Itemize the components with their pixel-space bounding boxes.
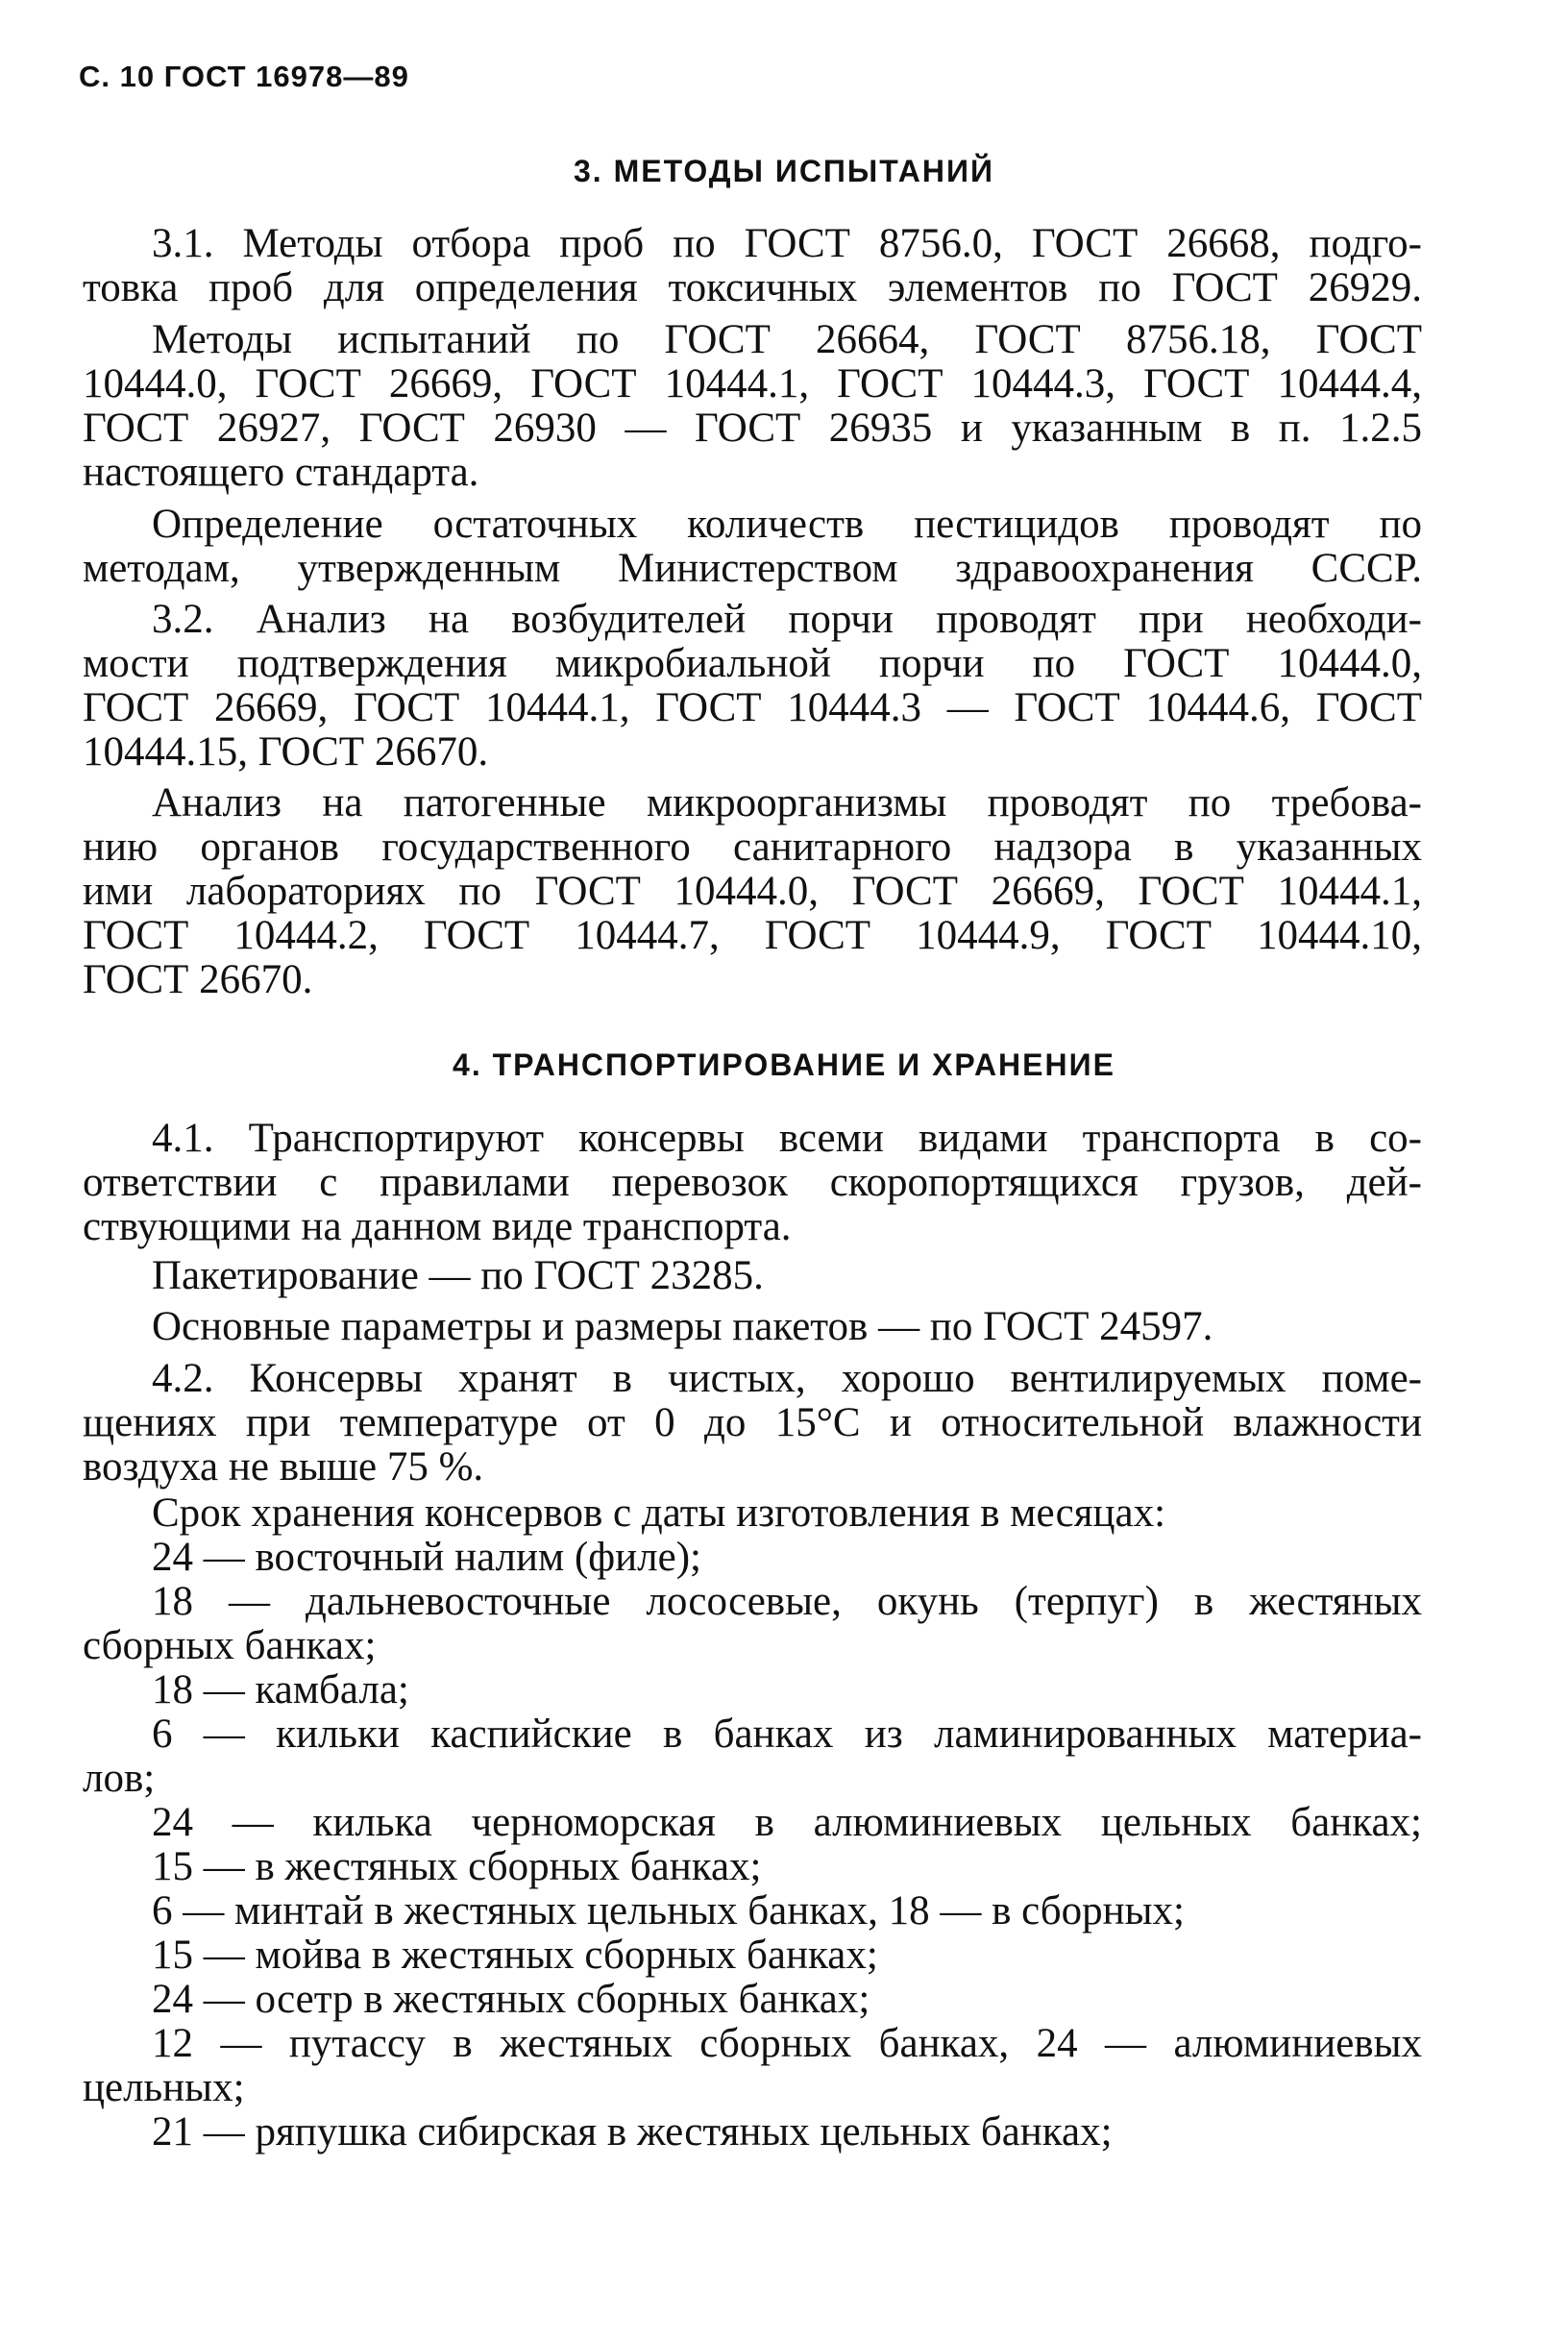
text-line: 24 — килька черноморская в алюминиевых цельных банках;	[152, 1800, 1422, 1845]
text-line: Анализ на патогенные микроорганизмы проводят по требова-	[152, 780, 1422, 825]
text-line: ГОСТ 10444.2, ГОСТ 10444.7, ГОСТ 10444.9, ГОСТ 10444.10,	[83, 913, 1422, 958]
section-4-heading: 4. ТРАНСПОРТИРОВАНИЕ И ХРАНЕНИЕ	[453, 1047, 1115, 1082]
text-line: 6 — минтай в жестяных цельных банках, 18 — в сборных;	[152, 1888, 1185, 1934]
text-line: ствующими на данном виде транспорта.	[83, 1204, 792, 1249]
text-line: ГОСТ 26927, ГОСТ 26930 — ГОСТ 26935 и указанным в п. 1.2.5	[83, 406, 1422, 451]
text-line: цельных;	[83, 2065, 245, 2110]
text-line: Пакетирование — по ГОСТ 23285.	[152, 1253, 764, 1298]
text-line: настоящего стандарта.	[83, 450, 479, 495]
text-line: 4.1. Транспортируют консервы всеми видами транспорта в со-	[152, 1116, 1422, 1161]
text-line: 12 — путассу в жестяных сборных банках, 24 — алюминиевых	[152, 2021, 1422, 2066]
text-line: методам, утвержденным Министерством здравоохранения СССР.	[83, 546, 1422, 591]
text-line: ими лабораториях по ГОСТ 10444.0, ГОСТ 26669, ГОСТ 10444.1,	[83, 869, 1422, 914]
text-line: Срок хранения консервов с даты изготовления в месяцах:	[152, 1490, 1166, 1536]
page-header: С. 10 ГОСТ 16978—89	[79, 60, 409, 93]
text-line: Методы испытаний по ГОСТ 26664, ГОСТ 8756.18, ГОСТ	[152, 317, 1422, 362]
text-line: 3.1. Методы отбора проб по ГОСТ 8756.0, ГОСТ 26668, подго-	[152, 221, 1422, 266]
text-line: товка проб для определения токсичных элементов по ГОСТ 26929.	[83, 265, 1422, 310]
text-line: Определение остаточных количеств пестицидов проводят по	[152, 502, 1422, 547]
text-line: 24 — восточный налим (филе);	[152, 1535, 701, 1580]
text-line: 21 — ряпушка сибирская в жестяных цельных банках;	[152, 2109, 1113, 2155]
text-line: ГОСТ 26669, ГОСТ 10444.1, ГОСТ 10444.3 — ГОСТ 10444.6, ГОСТ	[83, 685, 1422, 730]
text-line: мости подтверждения микробиальной порчи по ГОСТ 10444.0,	[83, 641, 1422, 686]
section-3-heading: 3. МЕТОДЫ ИСПЫТАНИЙ	[574, 154, 994, 188]
text-line: 24 — осетр в жестяных сборных банках;	[152, 1977, 870, 2022]
text-line: 15 — в жестяных сборных банках;	[152, 1844, 762, 1889]
text-line: 4.2. Консервы хранят в чистых, хорошо вентилируемых поме-	[152, 1356, 1422, 1401]
text-line: Основные параметры и размеры пакетов — по ГОСТ 24597.	[152, 1304, 1213, 1349]
text-line: 10444.15, ГОСТ 26670.	[83, 729, 489, 775]
text-line: 3.2. Анализ на возбудителей порчи проводят при необходи-	[152, 597, 1422, 642]
text-line: нию органов государственного санитарного надзора в указанных	[83, 825, 1422, 870]
text-line: 18 — дальневосточные лососевые, окунь (терпуг) в жестяных	[152, 1579, 1422, 1624]
text-line: лов;	[83, 1756, 156, 1801]
text-line: 15 — мойва в жестяных сборных банках;	[152, 1933, 878, 1978]
text-line: сборных банках;	[83, 1623, 377, 1668]
text-line: воздуха не выше 75 %.	[83, 1444, 484, 1490]
text-line: ответствии с правилами перевозок скоропортящихся грузов, дей-	[83, 1160, 1422, 1205]
text-line: 10444.0, ГОСТ 26669, ГОСТ 10444.1, ГОСТ 10444.3, ГОСТ 10444.4,	[83, 361, 1422, 406]
text-line: 18 — камбала;	[152, 1667, 409, 1712]
text-line: 6 — кильки каспийские в банках из ламинированных материа-	[152, 1712, 1422, 1757]
text-line: щениях при температуре от 0 до 15°С и относительной влажности	[83, 1400, 1422, 1445]
text-line: ГОСТ 26670.	[83, 957, 313, 1002]
